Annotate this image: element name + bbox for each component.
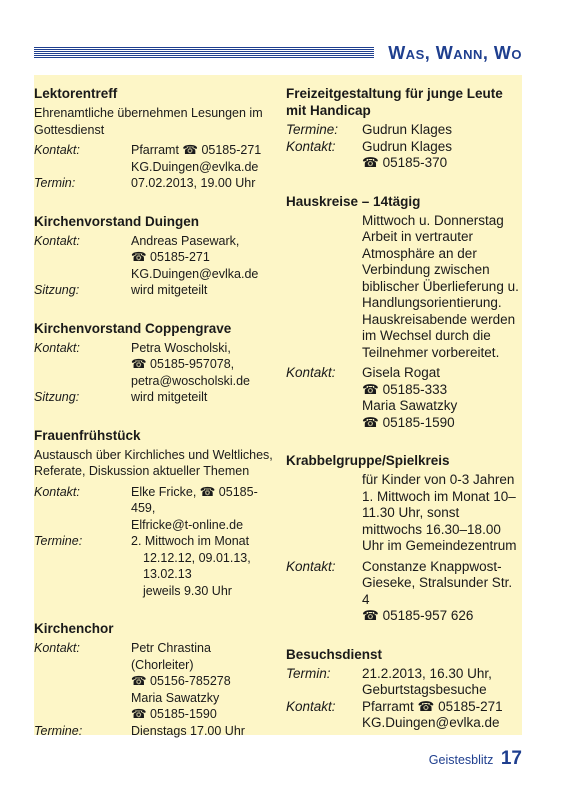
- contact-row: [286, 559, 522, 625]
- row-label: Kontakt:: [34, 143, 80, 157]
- value-line: 12.12.12, 09.01.13,: [143, 550, 251, 565]
- row-label: Termine:: [34, 534, 83, 548]
- value-line: Elke Fricke, ☎ 05185-459,: [131, 484, 258, 515]
- value-line: ☎ 05185-1590: [131, 707, 217, 721]
- value-line: 07.02.2013, 19.00 Uhr: [131, 176, 256, 190]
- value-line: 21.2.2013, 16.30 Uhr,: [362, 665, 492, 681]
- value-line: Maria Sawatzky: [131, 690, 220, 705]
- row-label: Termin:: [286, 665, 331, 681]
- value-line: ☎ 05185-271: [131, 250, 210, 264]
- entry-kirchenchor: [34, 620, 279, 739]
- entry-description: Mittwoch u. Donnerstag Arbeit in vertrauter Atmosphäre an der Verbindung zwischen biblischer Überlieferung u. Handlungsorientierung. Hauskreisabende werden im Wechsel durch die Teilnehmer vorbereitet.: [362, 212, 519, 360]
- value-line: Gudrun Klages: [362, 138, 453, 154]
- value-line: Constanze Knappwost-: [362, 558, 502, 574]
- date-row: [34, 175, 279, 192]
- section-header: [34, 42, 522, 64]
- entry-hauskreise: [286, 193, 522, 432]
- row-value: [362, 365, 522, 431]
- entry-description: für Kinder von 0-3 Jahren 1. Mittwoch im Monat 10–11.30 Uhr, sonst mittwochs 16.30–18.00 Uhr im Gemeindezentrum: [362, 472, 517, 553]
- value-line: wird mitgeteilt: [131, 283, 208, 297]
- contact-row: [34, 484, 279, 534]
- row-label: Termine:: [34, 723, 83, 738]
- meeting-row: [34, 282, 279, 299]
- page-footer: [429, 748, 522, 770]
- row-label: Termine:: [286, 122, 339, 137]
- entry-freizeitgestaltung: [286, 85, 522, 172]
- value-line: Gudrun Klages: [362, 122, 453, 137]
- row-label: Sitzung:: [34, 390, 80, 404]
- contact-row: [34, 142, 279, 175]
- left-column: [34, 85, 279, 760]
- entry-description: Austausch über Kirchliches und Weltliches, Referate, Diskussion aktueller Themen: [34, 447, 273, 478]
- dates-row: [286, 122, 522, 139]
- row-value: [362, 122, 522, 139]
- row-label: Kontakt:: [34, 484, 80, 499]
- contact-row: [286, 139, 522, 172]
- contact-row: [34, 233, 279, 283]
- value-line: ☎ 05185-957078,: [131, 357, 235, 371]
- row-label: Kontakt:: [286, 558, 336, 574]
- value-line: ☎ 05156-785278: [131, 674, 231, 688]
- entry-title: Kirchenchor: [34, 621, 114, 636]
- row-label: Kontakt:: [34, 233, 80, 248]
- page-number: 17: [500, 748, 522, 769]
- contact-row: [286, 699, 522, 732]
- value-line: ☎ 05185-1590: [362, 414, 455, 430]
- value-line: ☎ 05185-333: [362, 381, 448, 397]
- value-line: Dienstags 17.00 Uhr: [131, 723, 245, 738]
- value-line: Petr Chrastina: [131, 641, 211, 655]
- contact-row: [34, 340, 279, 390]
- row-value: [131, 142, 279, 175]
- row-value: [131, 484, 279, 534]
- value-line: Geburtstagsbesuche: [362, 682, 487, 697]
- publication-name: Geistesblitz: [428, 753, 494, 767]
- entry-title: Besuchsdienst: [286, 646, 383, 662]
- contact-row: [34, 640, 279, 723]
- row-value: [131, 533, 279, 599]
- row-label: Kontakt:: [34, 340, 80, 355]
- row-label: Kontakt:: [286, 698, 336, 714]
- entry-title: Frauenfrühstück: [34, 427, 141, 443]
- entry-description: Ehrenamtliche übernehmen Lesungen im Gottesdienst: [34, 106, 263, 137]
- entry-title: Freizeitgestaltung für junge Leute mit Handicap: [286, 86, 503, 118]
- entry-lektorentreff: [34, 85, 279, 192]
- row-value: [131, 640, 279, 723]
- row-value: [362, 666, 522, 699]
- row-value: [131, 282, 279, 299]
- row-label: Kontakt:: [286, 365, 336, 380]
- entry-title: Krabbelgruppe/Spielkreis: [286, 453, 450, 468]
- value-line: (Chorleiter): [131, 657, 194, 672]
- dates-row: [34, 533, 279, 599]
- entry-title: Hauskreise – 14tägig: [286, 193, 421, 209]
- value-line: KG.Duingen@evlka.de: [131, 266, 259, 281]
- row-value: [131, 389, 279, 406]
- row-value: [362, 699, 522, 732]
- row-label: Sitzung:: [34, 283, 80, 297]
- date-row: [286, 666, 522, 699]
- entry-frauenfruehstueck: [34, 427, 279, 600]
- meeting-row: [34, 389, 279, 406]
- value-line: jeweils 9.30 Uhr: [143, 583, 232, 598]
- entry-kirchenvorstand-coppengrave: [34, 320, 279, 406]
- value-line: ☎ 05185-957 626: [362, 608, 474, 623]
- contact-row: [286, 365, 522, 431]
- row-value: [131, 723, 279, 740]
- section-title: Was, Wann, Wo: [388, 43, 522, 63]
- row-label: Termin:: [34, 176, 76, 190]
- value-line: wird mitgeteilt: [131, 390, 208, 404]
- value-line: petra@woscholski.de: [131, 373, 250, 388]
- header-stripes: [34, 47, 374, 59]
- entry-kirchenvorstand-duingen: [34, 213, 279, 299]
- value-line: KG.Duingen@evlka.de: [131, 159, 259, 174]
- entry-title: Kirchenvorstand Duingen: [34, 213, 200, 229]
- value-line: Gisela Rogat: [362, 365, 441, 380]
- value-line: Maria Sawatzky: [362, 398, 458, 413]
- entry-krabbelgruppe: [286, 452, 522, 625]
- row-value: [362, 139, 522, 172]
- entry-title: Kirchenvorstand Coppengrave: [34, 320, 232, 336]
- value-line: Pfarramt ☎ 05185-271: [362, 698, 503, 714]
- value-line: Elfricke@t-online.de: [131, 517, 244, 532]
- right-column: [286, 85, 522, 753]
- value-line: KG.Duingen@evlka.de: [362, 715, 500, 730]
- row-value: [131, 175, 279, 192]
- value-line: Petra Woscholski,: [131, 340, 231, 355]
- value-line: 13.02.13: [143, 567, 192, 581]
- value-line: ☎ 05185-370: [362, 155, 448, 170]
- row-value: [131, 233, 279, 283]
- value-line: Pfarramt ☎ 05185-271: [131, 143, 262, 157]
- value-line: Andreas Pasewark,: [131, 233, 240, 248]
- dates-row: [34, 723, 279, 740]
- row-label: Kontakt:: [34, 641, 80, 655]
- entry-title: Lektorentreff: [34, 86, 118, 101]
- row-value: [362, 559, 522, 625]
- value-line: Gieseke, Stralsunder Str. 4: [362, 575, 513, 607]
- events-panel: [34, 75, 522, 738]
- value-line: 2. Mittwoch im Monat: [131, 534, 250, 548]
- entry-besuchsdienst: [286, 646, 522, 732]
- row-value: [131, 340, 279, 390]
- row-label: Kontakt:: [286, 138, 336, 154]
